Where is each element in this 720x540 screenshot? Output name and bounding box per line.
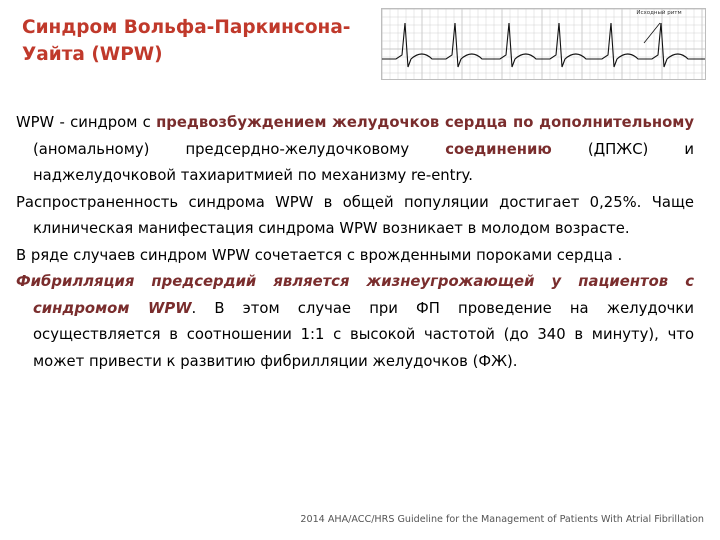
paragraph-definition [16, 110, 694, 190]
text-run: (ДПЖС) и наджелудочковой тахиаритмией по механизму re-entry. [33, 140, 694, 184]
ecg-strip-image [381, 8, 706, 80]
paragraph-atrial-fibrillation [16, 269, 694, 375]
source-citation: 2014 AHA/ACC/HRS Guideline for the Management of Patients With Atrial Fibrillation [300, 514, 704, 525]
text-run: В ряде случаев синдром WPW сочетается с врожденными пороками сердца . [16, 246, 623, 264]
text-run: (аномальному) предсердно-желудочковому [33, 140, 446, 158]
ecg-label: Исходный ритм [636, 10, 682, 16]
ecg-trace-line [382, 23, 705, 67]
ecg-trace-graphic [382, 9, 705, 79]
text-run: Распространенность синдрома WPW в общей популяции достигает 0,25%. Чаще клиническая манифестация синдрома WPW возникает в молодом возрасте. [16, 193, 694, 237]
text-run: WPW - синдром с [16, 114, 157, 131]
slide-body [16, 110, 694, 375]
paragraph-prevalence [16, 190, 694, 243]
paragraph-congenital [16, 243, 694, 270]
slide-title: Синдром Вольфа-Паркинсона-Уайта (WPW) [22, 17, 351, 65]
highlighted-term: соединению [445, 140, 552, 158]
text-run: . В этом случае при ФП проведение на желудочки осуществляется в соотношении 1:1 с высокой частотой (до 340 в минуту), что может привести к развитию фибрилляции желудочков (ФЖ). [33, 299, 694, 370]
highlighted-term: предвозбуждением желудочков сердца по дополнительному [156, 114, 694, 131]
highlighted-term: Фибрилляция предсердий является жизнеугрожающей у пациентов с синдромом WPW [16, 273, 694, 317]
